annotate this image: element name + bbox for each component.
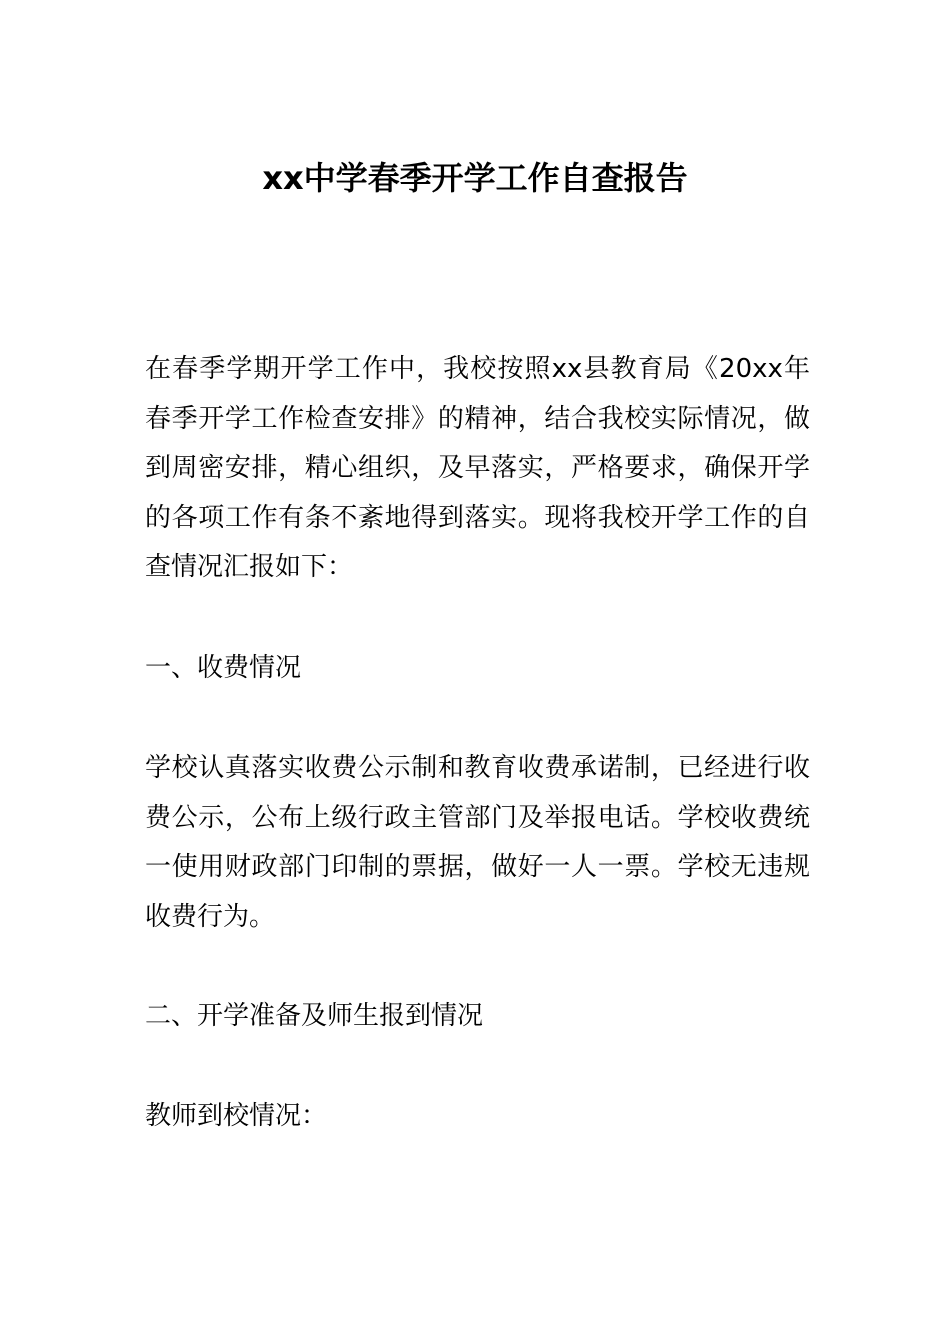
- document-title: xx中学春季开学工作自查报告: [262, 159, 688, 197]
- section-heading-preparation: 二、开学准备及师生报到情况: [145, 1001, 484, 1031]
- teacher-arrival-label: 教师到校情况：: [145, 1101, 328, 1131]
- intro-paragraph: 在春季学期开学工作中，我校按照xx县教育局《20xx年春季开学工作检查安排》的精神，结合我校实际情况，做到周密安排，精心组织，及早落实，严格要求，确保开学的各项工作有条不紊地得到落实。现将我校开学工作的自查情况汇报如下：: [145, 354, 810, 583]
- section-heading-fees: 一、收费情况: [145, 653, 302, 683]
- fees-paragraph: 学校认真落实收费公示制和教育收费承诺制，已经进行收费公示，公布上级行政主管部门及举报电话。学校收费统一使用财政部门印制的票据，做好一人一票。学校无违规收费行为。: [145, 753, 810, 932]
